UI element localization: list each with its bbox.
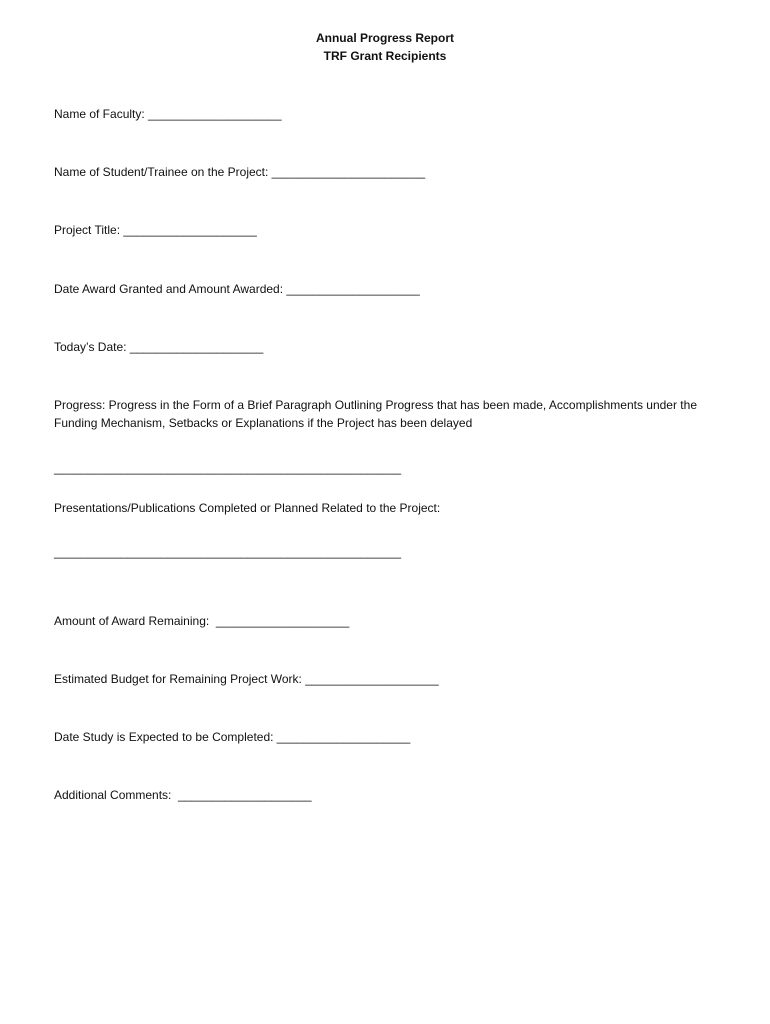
todays-date-field: Today’s Date: ____________________ — [54, 340, 264, 354]
document-subtitle: TRF Grant Recipients — [323, 49, 447, 63]
estimated-budget-field: Estimated Budget for Remaining Project Work: ____________________ — [54, 672, 439, 686]
date-award-field: Date Award Granted and Amount Awarded: ____________________ — [54, 282, 420, 296]
additional-comments-field: Additional Comments: ____________________ — [54, 788, 312, 802]
project-title-field: Project Title: ____________________ — [54, 223, 257, 237]
progress-prompt: Progress: Progress in the Form of a Brief Paragraph Outlining Progress that has been made, Accomplishments under the Funding Mechanism, Setbacks or Explanations if the Project has been delayed — [54, 398, 697, 430]
student-name-field: Name of Student/Trainee on the Project: _______________________ — [54, 165, 426, 179]
document-title: Annual Progress Report — [315, 31, 455, 45]
amount-remaining-field: Amount of Award Remaining: ____________________ — [54, 614, 350, 628]
completion-date-field: Date Study is Expected to be Completed: ____________________ — [54, 730, 411, 744]
presentations-blank-line: ____________________________________________________ — [54, 545, 402, 559]
presentations-prompt: Presentations/Publications Completed or Planned Related to the Project: — [54, 501, 441, 515]
progress-blank-line: ____________________________________________________ — [54, 461, 402, 475]
faculty-name-field: Name of Faculty: ____________________ — [54, 107, 282, 121]
